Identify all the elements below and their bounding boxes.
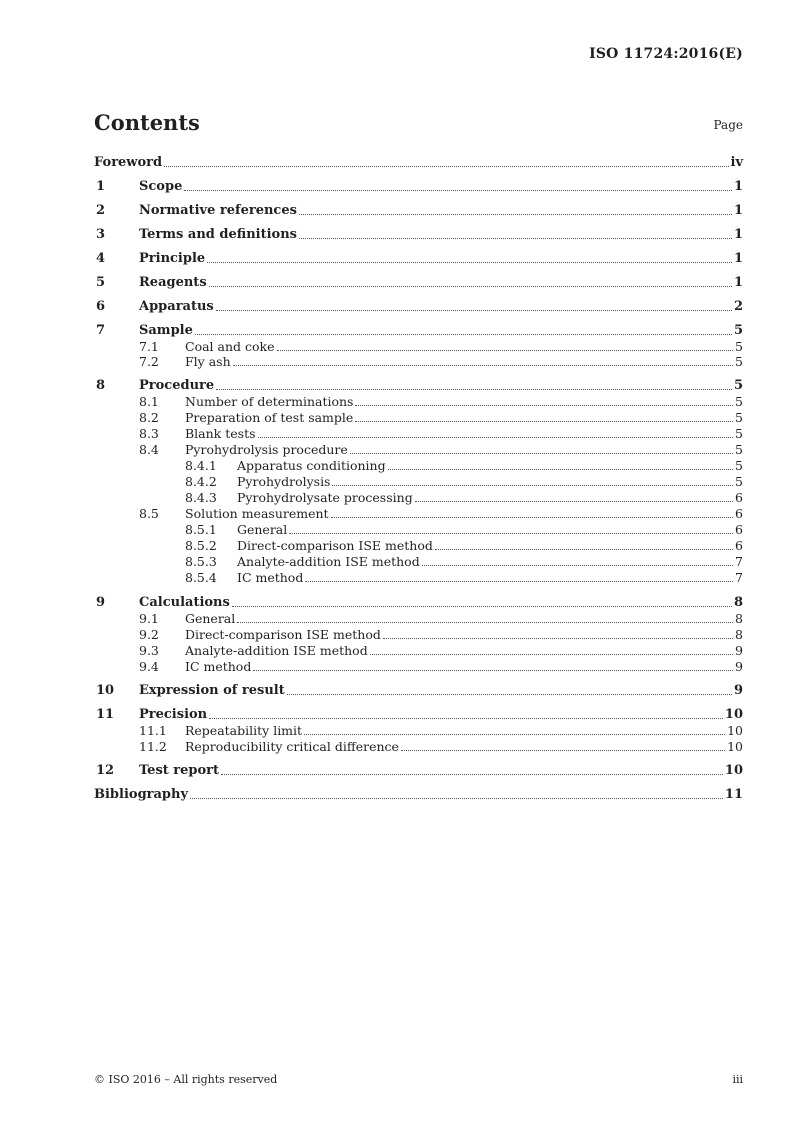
toc-entry[interactable] <box>94 474 743 490</box>
toc-entry-label: Direct-comparison ISE method <box>237 538 433 553</box>
toc-entry-label: General <box>185 611 236 626</box>
toc-entry-page: 6 <box>735 506 743 521</box>
toc-entry-label: Test report <box>139 763 220 778</box>
toc-entry[interactable] <box>94 739 743 755</box>
toc-entry-label: Repeatability limit <box>185 723 303 738</box>
toc-entry[interactable] <box>94 490 743 506</box>
toc-entry-number: 11.2 <box>139 739 167 754</box>
dot-leader <box>216 309 732 311</box>
toc-entry[interactable] <box>94 323 743 339</box>
toc-entry[interactable] <box>94 179 743 195</box>
dot-leader <box>305 580 733 582</box>
toc-entry-label: Blank tests <box>185 426 256 441</box>
toc-entry-number: 9.4 <box>139 659 159 674</box>
toc-entry-page: 7 <box>735 554 743 569</box>
dot-leader <box>190 797 723 799</box>
toc-entry-label: Reagents <box>139 275 207 290</box>
toc-entry-number: 8.5.4 <box>185 570 217 585</box>
toc-entry-label: Bibliography <box>94 787 189 802</box>
toc-entry-label: Pyrohydrolysate processing <box>237 490 413 505</box>
toc-entry-number: 8.5 <box>139 506 159 521</box>
toc-entry-number: 7.1 <box>139 339 159 354</box>
toc-entry[interactable] <box>94 763 743 779</box>
copyright-notice: © ISO 2016 – All rights reserved <box>94 1073 278 1086</box>
toc-entry-label: Analyte-addition ISE method <box>237 554 420 569</box>
toc-entry-page: 10 <box>724 763 743 778</box>
toc-entry-page: 5 <box>733 378 743 393</box>
toc-entry-number: 7.2 <box>139 354 159 369</box>
toc-entry-label: Expression of result <box>139 683 285 698</box>
toc-entry-number: 10 <box>96 683 115 698</box>
toc-entry-number: 9.1 <box>139 611 159 626</box>
toc-entry-page: 9 <box>733 683 743 698</box>
toc-entry-label: Coal and coke <box>185 339 275 354</box>
toc-entry-label: Preparation of test sample <box>185 410 354 425</box>
dot-leader <box>331 516 733 518</box>
toc-entry-page: 5 <box>735 458 743 473</box>
toc-entry-page: 5 <box>735 354 743 369</box>
dot-leader <box>370 653 733 655</box>
dot-leader <box>233 364 733 366</box>
toc-entry-label: Scope <box>139 179 183 194</box>
toc-entry-label: IC method <box>185 659 252 674</box>
toc-entry-page: 9 <box>735 659 743 674</box>
toc-entry[interactable] <box>94 506 743 522</box>
toc-entry-number: 12 <box>96 763 115 778</box>
toc-entry-number: 8.4 <box>139 442 159 457</box>
toc-entry-page: 10 <box>724 707 743 722</box>
toc-entry-label: IC method <box>237 570 304 585</box>
toc-entry-label: Pyrohydrolysis procedure <box>185 442 348 457</box>
toc-entry-page: 6 <box>735 490 743 505</box>
toc-entry-label: Procedure <box>139 378 215 393</box>
toc-entry-number: 9.3 <box>139 643 159 658</box>
dot-leader <box>209 717 723 719</box>
toc-entry-page: 1 <box>733 275 743 290</box>
toc-entry-number: 8.4.1 <box>185 458 217 473</box>
toc-entry[interactable] <box>94 723 743 739</box>
toc-entry[interactable] <box>94 275 743 291</box>
toc-entry-number: 8.3 <box>139 426 159 441</box>
toc-entry-page: 5 <box>735 339 743 354</box>
page-title: Contents <box>94 110 200 135</box>
toc-entry-number: 9.2 <box>139 627 159 642</box>
toc-entry-page: 5 <box>735 426 743 441</box>
dot-leader <box>415 500 733 502</box>
dot-leader <box>299 237 732 239</box>
toc-entry-page: 11 <box>724 787 743 802</box>
dot-leader <box>221 773 723 775</box>
dot-leader <box>350 452 733 454</box>
toc-entry-number: 7 <box>96 323 106 338</box>
toc-entry-page: iv <box>730 155 743 170</box>
toc-entry-number: 3 <box>96 227 106 242</box>
toc-entry-number: 11 <box>96 707 115 722</box>
toc-entry-page: 1 <box>733 179 743 194</box>
toc-entry[interactable] <box>94 394 743 410</box>
toc-entry-number: 8.5.2 <box>185 538 217 553</box>
toc-entry-page: 5 <box>735 394 743 409</box>
toc-entry[interactable] <box>94 538 743 554</box>
dot-leader <box>388 468 733 470</box>
toc-entry-page: 9 <box>735 643 743 658</box>
toc-entry[interactable] <box>94 627 743 643</box>
toc-entry[interactable] <box>94 707 743 723</box>
toc-entry[interactable] <box>94 659 743 675</box>
toc-entry-label: Terms and definitions <box>139 227 297 242</box>
dot-leader <box>195 333 732 335</box>
toc-entry[interactable] <box>94 426 743 442</box>
toc-entry[interactable] <box>94 458 743 474</box>
dot-leader <box>422 564 733 566</box>
dot-leader <box>304 733 725 735</box>
toc-entry[interactable] <box>94 410 743 426</box>
toc-entry-page: 6 <box>735 522 743 537</box>
toc-entry-label: Apparatus <box>139 299 214 314</box>
toc-entry-label: Analyte-addition ISE method <box>185 643 368 658</box>
toc-entry[interactable] <box>94 339 743 355</box>
toc-entry[interactable] <box>94 570 743 586</box>
toc-entry-label: Pyrohydrolysis <box>237 474 331 489</box>
toc-entry-number: 2 <box>96 203 106 218</box>
dot-leader <box>207 261 732 263</box>
toc-entry[interactable] <box>94 554 743 570</box>
toc-entry[interactable] <box>94 442 743 458</box>
dot-leader <box>209 285 732 287</box>
toc-entry-label: Number of determinations <box>185 394 354 409</box>
toc-entry[interactable] <box>94 251 743 267</box>
toc-entry-page: 1 <box>733 203 743 218</box>
toc-entry-number: 5 <box>96 275 106 290</box>
toc-entry-page: 6 <box>735 538 743 553</box>
toc-entry-label: Fly ash <box>185 354 231 369</box>
dot-leader <box>184 189 732 191</box>
dot-leader <box>253 669 733 671</box>
dot-leader <box>401 749 725 751</box>
toc-entry[interactable] <box>94 155 743 171</box>
toc-entry-number: 8.4.2 <box>185 474 217 489</box>
toc-entry-page: 2 <box>733 299 743 314</box>
toc-entry[interactable] <box>94 683 743 699</box>
toc-entry[interactable] <box>94 787 743 803</box>
dot-leader <box>287 693 732 695</box>
dot-leader <box>216 388 732 390</box>
toc-entry-page: 10 <box>727 739 743 754</box>
toc-entry-number: 8.1 <box>139 394 159 409</box>
toc-entry-number: 9 <box>96 595 106 610</box>
toc-entry-number: 8 <box>96 378 106 393</box>
toc-entry-label: Normative references <box>139 203 297 218</box>
dot-leader <box>232 605 732 607</box>
toc-entry[interactable] <box>94 643 743 659</box>
toc-entry-label: Solution measurement <box>185 506 329 521</box>
standard-reference: ISO 11724:2016(E) <box>589 46 743 62</box>
toc-entry[interactable] <box>94 203 743 219</box>
toc-entry-label: Foreword <box>94 155 163 170</box>
toc-entry[interactable] <box>94 522 743 538</box>
toc-entry-page: 1 <box>733 227 743 242</box>
toc-entry-label: General <box>237 522 288 537</box>
dot-leader <box>355 420 733 422</box>
page-column-label: Page <box>713 118 743 132</box>
toc-entry-page: 5 <box>733 323 743 338</box>
toc-entry-number: 8.5.3 <box>185 554 217 569</box>
toc-entry[interactable] <box>94 354 743 370</box>
toc-entry[interactable] <box>94 227 743 243</box>
toc-entry-label: Precision <box>139 707 208 722</box>
toc-entry-page: 5 <box>735 442 743 457</box>
dot-leader <box>237 621 733 623</box>
toc-entry-number: 1 <box>96 179 106 194</box>
toc-entry[interactable] <box>94 378 743 394</box>
toc-entry-page: 8 <box>735 627 743 642</box>
dot-leader <box>277 349 734 351</box>
toc-entry-label: Sample <box>139 323 193 338</box>
toc-entry-number: 8.4.3 <box>185 490 217 505</box>
toc-entry-label: Direct-comparison ISE method <box>185 627 381 642</box>
toc-entry[interactable] <box>94 611 743 627</box>
toc-entry-label: Principle <box>139 251 206 266</box>
dot-leader <box>332 484 733 486</box>
toc-entry-number: 6 <box>96 299 106 314</box>
dot-leader <box>383 637 733 639</box>
toc-entry-number: 11.1 <box>139 723 167 738</box>
toc-entry-page: 5 <box>735 410 743 425</box>
dot-leader <box>299 213 732 215</box>
toc-entry-number: 8.2 <box>139 410 159 425</box>
toc-entry-page: 8 <box>733 595 743 610</box>
dot-leader <box>258 436 734 438</box>
page-number: iii <box>732 1073 743 1086</box>
dot-leader <box>435 548 733 550</box>
toc-entry-page: 7 <box>735 570 743 585</box>
toc-entry-label: Reproducibility critical difference <box>185 739 399 754</box>
dot-leader <box>164 165 728 167</box>
toc-entry-page: 5 <box>735 474 743 489</box>
dot-leader <box>289 532 733 534</box>
toc-entry-number: 8.5.1 <box>185 522 217 537</box>
toc-entry-page: 8 <box>735 611 743 626</box>
toc-entry[interactable] <box>94 299 743 315</box>
dot-leader <box>355 404 733 406</box>
toc-entry-label: Apparatus conditioning <box>237 458 386 473</box>
toc-entry-number: 4 <box>96 251 106 266</box>
toc-entry[interactable] <box>94 595 743 611</box>
toc-entry-page: 10 <box>727 723 743 738</box>
toc-entry-page: 1 <box>733 251 743 266</box>
toc-entry-label: Calculations <box>139 595 230 610</box>
